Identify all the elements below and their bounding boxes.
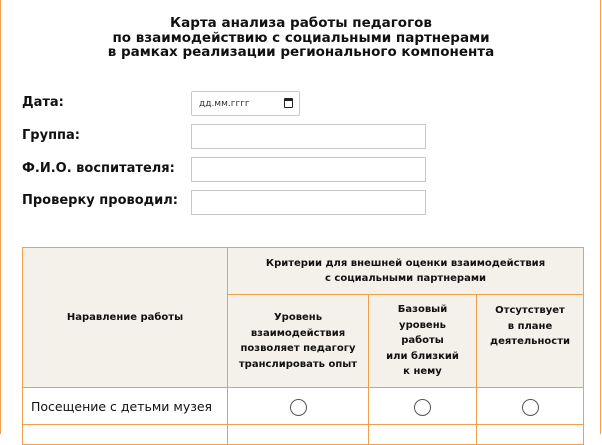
inspector-input[interactable] — [191, 190, 426, 215]
title-line: в рамках реализации регионального компонента — [107, 44, 495, 60]
criteria-header-line: с социальными партнерами — [324, 273, 487, 284]
row-label: Посещение с детьми музея — [23, 388, 228, 425]
table-row — [23, 425, 584, 445]
page-title — [0, 16, 602, 60]
criteria-header-line: Критерии для внешней оценки взаимодействия — [265, 257, 546, 269]
date-placeholder: дд.мм.гггг — [199, 99, 250, 109]
column-header-line: деятельности — [490, 336, 571, 347]
column-header-line: взаимодействия — [250, 327, 346, 339]
column-header-line: уровень — [399, 319, 446, 331]
date-label: Дата: — [22, 95, 64, 110]
row-label — [23, 425, 228, 445]
column-header-line: работы — [401, 335, 444, 347]
direction-header: Наравление работы — [23, 248, 228, 388]
title-line: по взаимодействию с социальными партнерами — [112, 29, 490, 46]
radio-cell — [228, 388, 369, 425]
radio-cell — [477, 425, 584, 445]
column-header-line: позволяет педагогу — [240, 343, 356, 354]
column-header-base-level — [369, 295, 477, 388]
radio-cell — [369, 425, 477, 445]
column-header-line: Отсутствует — [495, 305, 565, 316]
column-header-line: Базовый — [397, 304, 448, 316]
column-header-line: транслировать опыт — [238, 358, 358, 370]
criteria-header — [228, 248, 584, 295]
teacher-input[interactable] — [191, 157, 426, 182]
inspector-label: Проверку проводил: — [22, 193, 178, 208]
radio-cell — [369, 388, 477, 425]
column-header-line: к нему — [403, 366, 442, 378]
group-label: Группа: — [22, 128, 80, 143]
column-header-high-level — [228, 295, 369, 388]
radio-cell — [477, 388, 584, 425]
column-header-line: или близкий — [386, 350, 459, 362]
column-header-line: Уровень — [273, 312, 323, 323]
teacher-label: Ф.И.О. воспитателя: — [22, 161, 175, 176]
radio-high-level[interactable] — [290, 399, 307, 416]
title-line: Карта анализа работы педагогов — [170, 15, 432, 31]
table-row — [23, 388, 584, 425]
group-input[interactable] — [191, 124, 426, 149]
column-header-absent — [477, 295, 584, 388]
calendar-icon[interactable] — [284, 98, 293, 108]
column-header-line: в плане — [507, 320, 553, 332]
date-input[interactable] — [191, 91, 300, 116]
radio-cell — [228, 425, 369, 445]
radio-base-level[interactable] — [414, 399, 431, 416]
radio-absent[interactable] — [522, 399, 539, 416]
criteria-table — [22, 247, 584, 445]
